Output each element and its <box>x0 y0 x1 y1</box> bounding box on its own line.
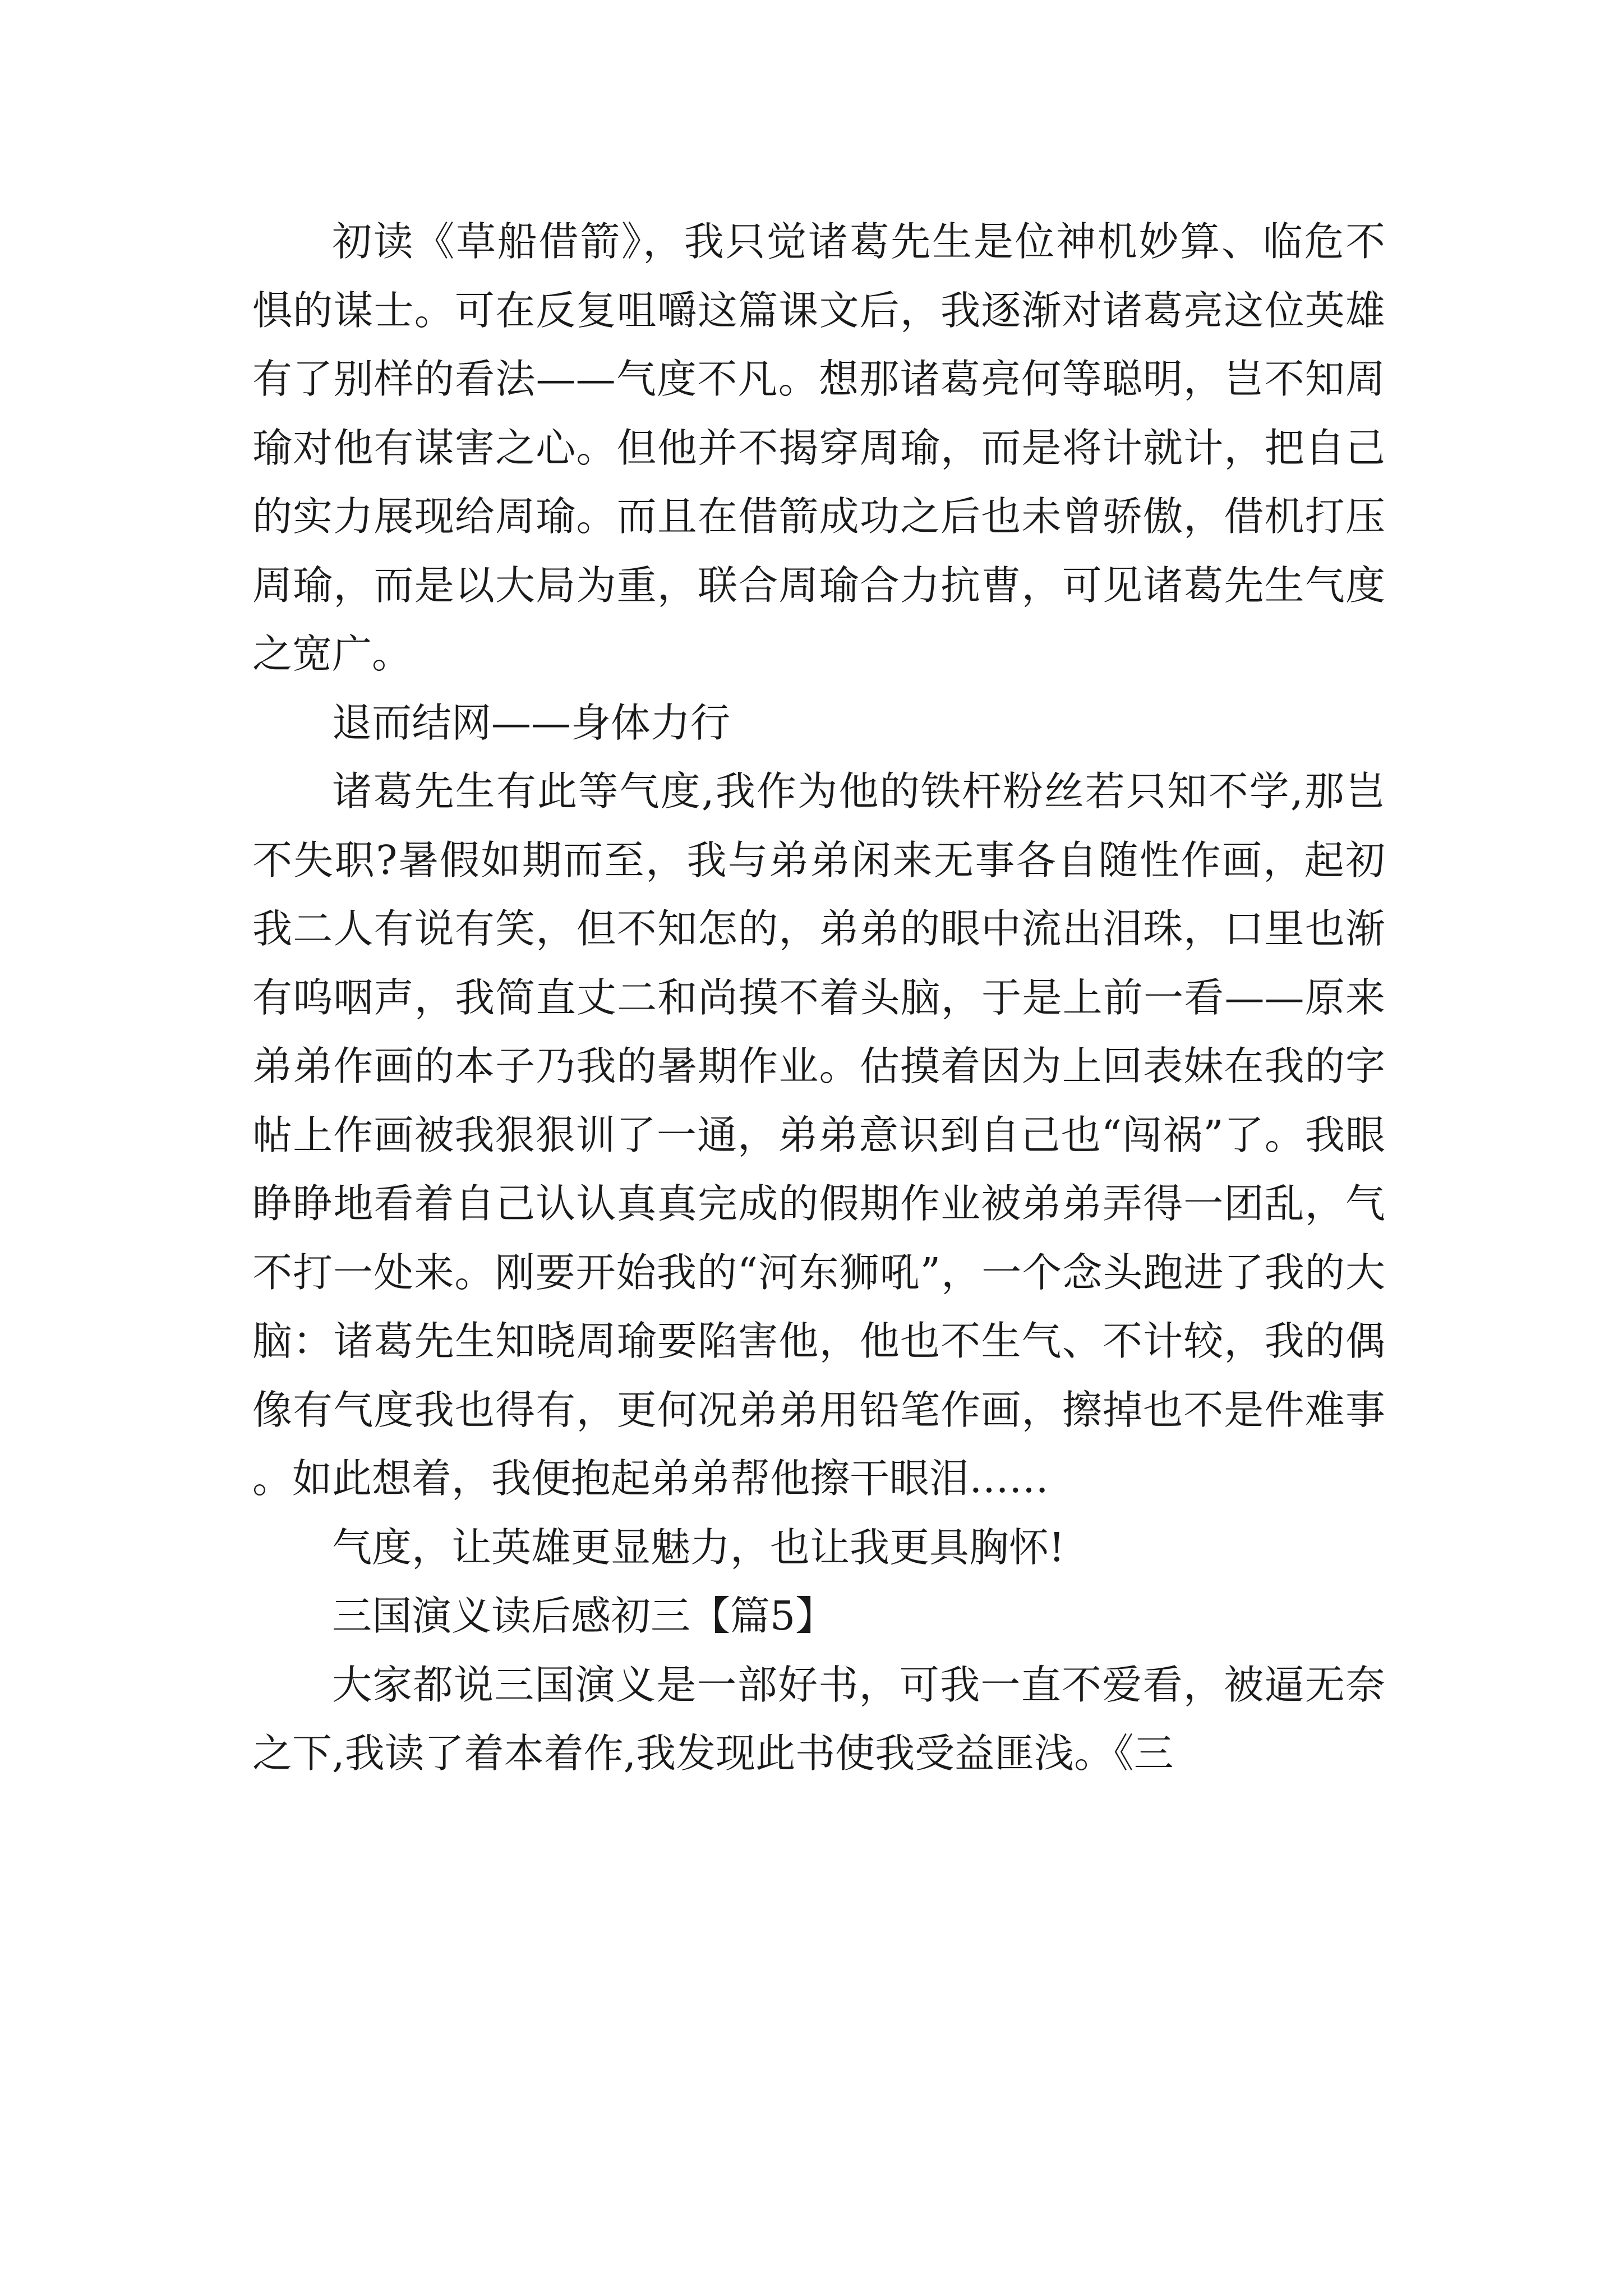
document-page <box>252 208 1385 1788</box>
paragraph-caochuan-jiejian: 初读《草船借箭》，我只觉诸葛先生是位神机妙算、临危不惧的谋士。可在反复咀嚼这篇课文后，我逐渐对诸葛亮这位英雄有了别样的看法——气度不凡。想那诸葛亮何等聪明，岂不知周瑜对他有谋害之心。但他并不揭穿周瑜，而是将计就计，把自己的实力展现给周瑜。而且在借箭成功之后也未曾骄傲，借机打压周瑜，而是以大局为重，联合周瑜合力抗曹，可见诸葛先生气度之宽广。 <box>252 218 1385 677</box>
paragraph-part-5-intro: 大家都说三国演义是一部好书，可我一直不爱看，被逼无奈之下,我读了着本着作,我发现此书使我受益匪浅。《三 <box>252 1661 1385 1777</box>
paragraph-summer-story: 诸葛先生有此等气度,我作为他的铁杆粉丝若只知不学,那岂不失职?暑假如期而至，我与弟弟闲来无事各自随性作画，起初我二人有说有笑，但不知怎的，弟弟的眼中流出泪珠，口里也渐有呜咽声，我简直丈二和尚摸不着头脑，于是上前一看——原来弟弟作画的本子乃我的暑期作业。估摸着因为上回表妹在我的字帖上作画被我狠狠训了一通，弟弟意识到自己也“闯祸”了。我眼睁睁地看着自己认认真真完成的假期作业被弟弟弄得一团乱，气不打一处来。刚要开始我的“河东狮吼”，一个念头跑进了我的大脑：诸葛先生知晓周瑜要陷害他，他也不生气、不计较，我的偶像有气度我也得有，更何况弟弟用铅笔作画，擦掉也不是件难事。如此想着，我便抱起弟弟帮他擦干眼泪…… <box>252 768 1385 1502</box>
paragraph-conclusion: 气度，让英雄更显魅力，也让我更具胸怀! <box>332 1524 1065 1571</box>
section-heading-tuier-jiewang: 退而结网——身体力行 <box>332 699 731 746</box>
section-heading-part-5: 三国演义读后感初三【篇5】 <box>332 1593 836 1639</box>
